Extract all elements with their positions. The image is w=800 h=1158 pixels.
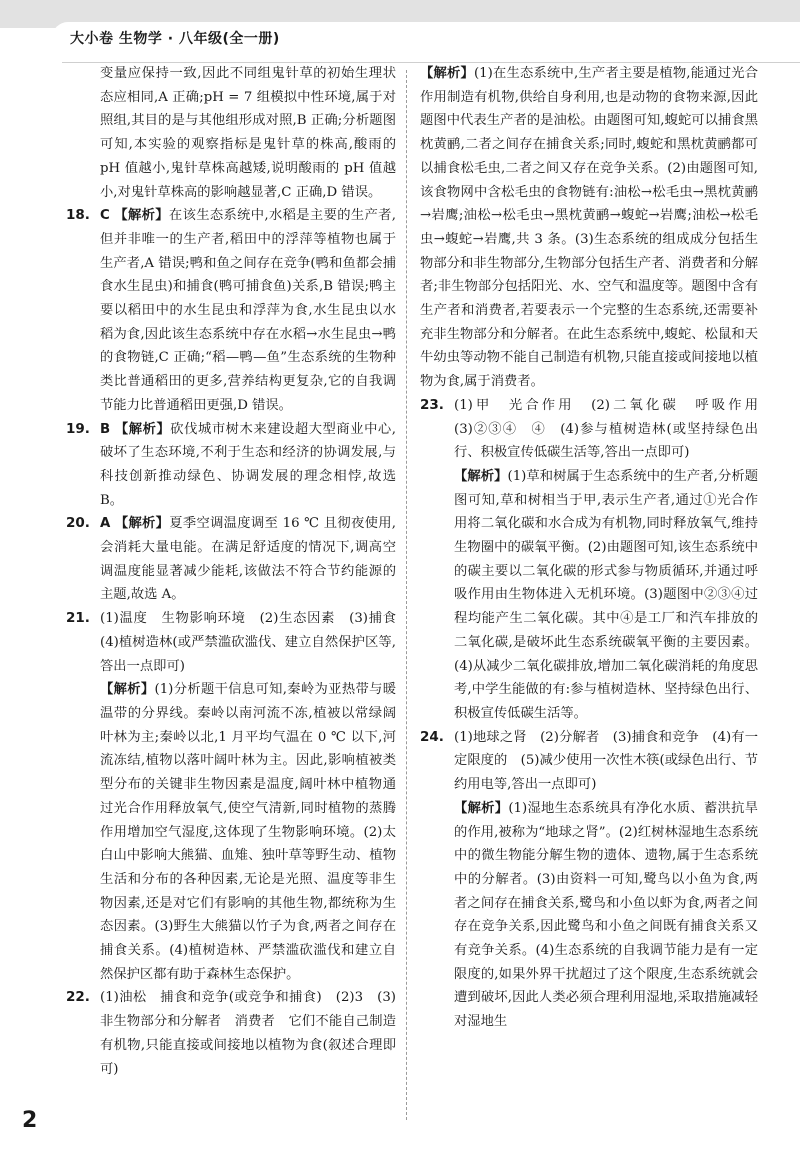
answer-letter: A [100, 516, 111, 532]
q17-analysis-continued: 变量应保持一致,因此不同组鬼针草的初始生理状态应相同,A 正确;pH = 7 组模拟中性环境,属于对照组,其目的是与其他组形成对照,B 正确;分析题图可知,本实验的观察指标是鬼针草的株高,酸雨的 pH 值越小,鬼针草株高越矮,说明酸雨的 pH 值越小,对鬼针草株高的影响越显著,C 正确,D 错误。 [100, 66, 396, 200]
analysis-text: (1)分析题干信息可知,秦岭为亚热带与暖温带的分界线。秦岭以南河流不冻,植被以常绿阔叶林为主;秦岭以北,1 月平均气温在 0 ℃ 以下,河流冻结,植物以落叶阔叶林为主。因此,影响植被类型分布的关键非生物因素是温度,阔叶林中植物通过光合作用释放氧气,使空气清新,同时植物的蒸腾作用增加空气湿度,这体现了生物影响环境。(2)太白山中影响大熊猫、血雉、独叶草等野生动、植物生活和分布的各种因素,无论是光照、温度等非生物因素,还是对它们有影响的其他生物,都统称为生态因素。(3)野生大熊猫以竹子为食,两者之间存在捕食关系。(4)植树造林、严禁滥砍滥伐和建立自然保护区都有助于森林生态保护。 [100, 682, 397, 982]
q20-block [66, 512, 396, 607]
question-number: 24. [420, 728, 444, 745]
analysis-text: 在该生态系统中,水稻是主要的生产者,但并非唯一的生产者,稻田中的浮萍等植物也属于生产者,A 错误;鸭和鱼之间存在竞争(鸭和鱼都会捕食水生昆虫)和捕食(鸭可捕食鱼)关系,B 错误;鸭主要以稻田中的水生昆虫和浮萍为食,水生昆虫以水稻为食,因此该生态系统中存在水稻→水生昆虫→鸭的食物链,C 正确;“稻—鸭—鱼”生态系统的生物种类比普通稻田的更多,营养结构更复杂,它的自我调节能力比普通稻田更强,D 错误。 [100, 208, 397, 413]
column-divider [406, 70, 407, 1120]
analysis-text: (1)湿地生态系统具有净化水质、蓄洪抗旱的作用,被称为“地球之肾”。(2)红树林湿地生态系统中的微生物能分解生物的遗体、遗物,属于生态系统中的分解者。(3)由资料一可知,鹭鸟以小鱼为食,两者之间存在捕食关系,鹭鸟和小鱼以虾为食,两者之间存在竞争关系,因此鹭鸟和小鱼之间既有捕食关系又有竞争关系。(4)生态系统的自我调节能力是有一定限度的,如果外界干扰超过了这个限度,生态系统就会遭到破坏,因此人类必须合理利用湿地,采取措施减轻对湿地生 [454, 800, 759, 1030]
question-number: 18. [66, 207, 90, 224]
analysis-text: 夏季空调温度调至 16 ℃ 且彻夜使用,会消耗大量电能。在满足舒适度的情况下,调高空调温度能显著减少能耗,该做法不符合节约能源的主题,故选 A。 [100, 516, 397, 603]
analysis-tag: 【解析】 [420, 66, 474, 81]
page-number: 2 [22, 1108, 38, 1133]
analysis-text: (1)草和树属于生态系统中的生产者,分析题图可知,草和树相当于甲,表示生产者,通过①光合作用将二氧化碳和水合成为有机物,同时释放氧气,维持生物圈中的碳氧平衡。(2)由题图可知,该生态系统中的碳主要以二氧化碳的形式参与物质循环,并通过呼吸作用由生物体进入无机环境。(3)题图中②③④过程均能产生二氧化碳。其中④是工厂和汽车排放的二氧化碳,是破坏此生态系统碳氧平衡的主要因素。(4)从减少二氧化碳排放,增加二氧化碳消耗的角度思考,中学生能做的有:参与植树造林、坚持绿色出行、积极宣传低碳生活等。 [454, 468, 759, 721]
q23-answer [420, 394, 772, 465]
q18-block [66, 204, 396, 417]
answer-letter: C [100, 208, 110, 224]
question-number: 20. [66, 515, 90, 532]
answer-text: (1)油松 捕食和竞争(或竞争和捕食) (2)3 (3)非生物部分和分解者 消费者 它们不能自己制造有机物,只能直接或间接地以植物为食(叙述合理即可) [100, 990, 396, 1077]
right-column [420, 62, 772, 1034]
question-number: 23. [420, 396, 444, 413]
question-number: 19. [66, 420, 90, 437]
q24-analysis [420, 797, 758, 1034]
question-number: 22. [66, 989, 90, 1006]
analysis-tag: 【解析】 [114, 421, 171, 437]
analysis-tag: 【解析】 [454, 800, 509, 816]
analysis-tag: 【解析】 [114, 516, 170, 532]
q21-analysis [66, 678, 396, 986]
q19-block [66, 418, 396, 513]
answer-text: (1)地球之肾 (2)分解者 (3)捕食和竞争 (4)有一定限度的 (5)减少使用一次性木筷(或绿色出行、节约用电等,答出一点即可) [454, 729, 758, 793]
analysis-tag: 【解析】 [114, 208, 169, 224]
analysis-text: 砍伐城市树木来建设超大型商业中心,破坏了生态环境,不利于生态和经济的协调发展,与科技创新推动绿色、协调发展的理念相悖,故选 B。 [100, 421, 396, 508]
answer-text: (1)温度 生物影响环境 (2)生态因素 (3)捕食 (4)植树造林(或严禁滥砍滥伐、建立自然保护区等,答出一点即可) [100, 611, 410, 674]
analysis-text: (1)在生态系统中,生产者主要是植物,能通过光合作用制造有机物,供给自身利用,也是动物的食物来源,因此题图中代表生产者的是油松。由题图可知,蝮蛇可以捕食黑枕黄鹂,二者之间存在捕食关系;同时,蝮蛇和黑枕黄鹂都可以捕食松毛虫,二者之间又存在竞争关系。(2)由题图可知,该食物网中含松毛虫的食物链有:油松→松毛虫→黑枕黄鹂→岩鹰;油松→松毛虫→黑枕黄鹂→蝮蛇→岩鹰;油松→松毛虫→蝮蛇→岩鹰,共 3 条。(3)生态系统的组成成分包括生物部分和非生物部分,生物部分包括生产者、消费者和分解者;非生物部分包括阳光、水、空气和温度等。题图中含有生产者和消费者,若要表示一个完整的生态系统,还需要补充非生物部分和分解者。在此生态系统中,蝮蛇、松鼠和天牛幼虫等动物不能自己制造有机物,只能直接或间接地以植物为食,属于消费者。 [420, 66, 758, 390]
q22-analysis [420, 62, 758, 394]
q22-answer [66, 986, 396, 1081]
question-number: 21. [66, 610, 90, 627]
analysis-tag: 【解析】 [454, 468, 508, 484]
answer-text: (1)甲 光合作用 (2)二氧化碳 呼吸作用 (3)②③④ ④ (4)参与植树造林(或坚持绿色出行、积极宣传低碳生活等,答出一点即可) [454, 397, 772, 461]
answer-letter: B [100, 421, 111, 437]
q21-answer [66, 607, 410, 678]
analysis-tag: 【解析】 [100, 682, 155, 698]
q23-analysis [420, 465, 758, 726]
q24-answer [420, 726, 758, 797]
running-header: 大小卷 生物学 · 八年级(全一册) [70, 31, 280, 47]
left-column [66, 62, 410, 1081]
